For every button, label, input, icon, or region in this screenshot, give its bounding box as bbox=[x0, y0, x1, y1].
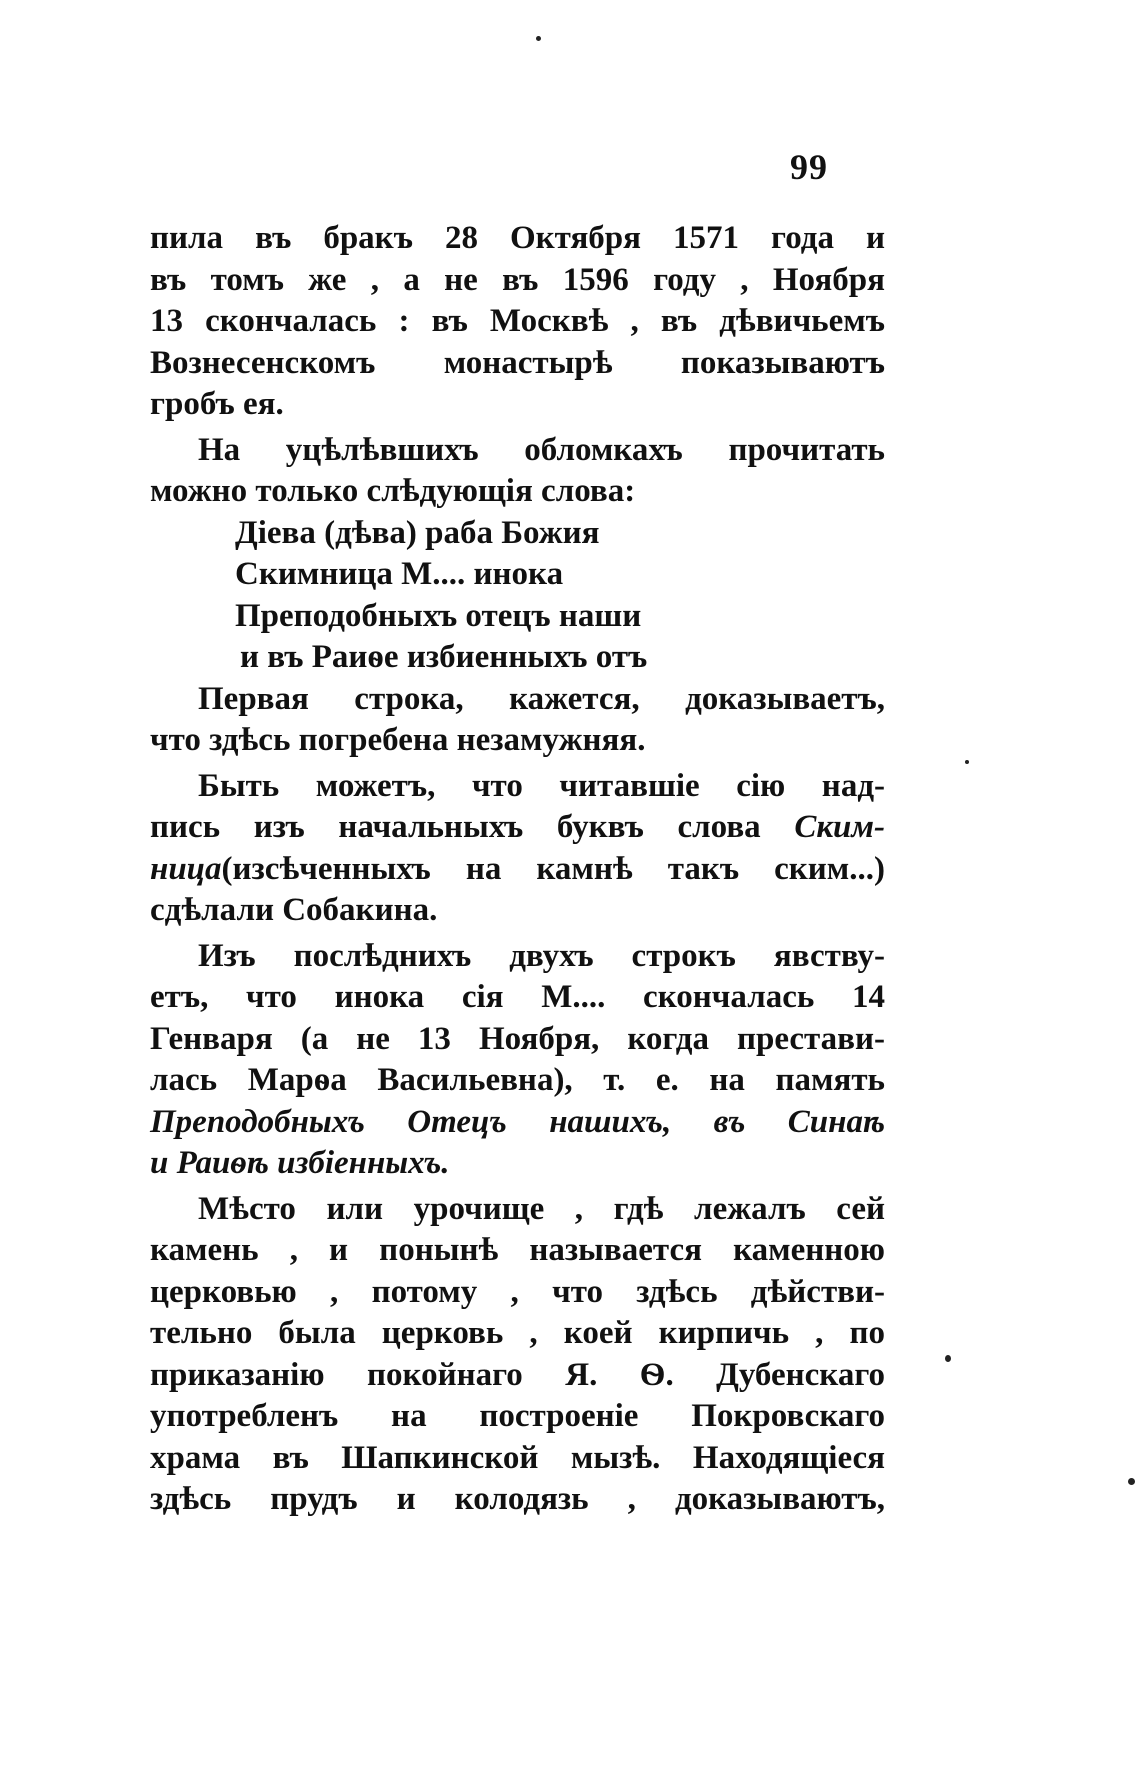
text-line: камень , и понынѣ называется каменною bbox=[150, 1232, 885, 1268]
text-line: Мѣсто или урочище , гдѣ лежалъ сей bbox=[198, 1190, 885, 1227]
text-line: етъ, что инока сія М.... скончалась 14 bbox=[150, 979, 885, 1015]
italic-line: Преподобныхъ Отецъ нашихъ, въ Синаѣ bbox=[150, 1103, 885, 1140]
text-line: храма въ Шапкинской мызѣ. Находящіеся bbox=[150, 1439, 885, 1476]
text-line: 13 скончалась : въ Москвѣ , въ дѣвичьемъ bbox=[150, 303, 885, 339]
text-line: здѣсь прудъ и колодязь , доказываютъ, bbox=[150, 1481, 885, 1517]
text-line: Быть можетъ, что читавшіе сію над- bbox=[198, 767, 885, 804]
text-line: въ томъ же , а не въ 1596 году , Ноября bbox=[150, 261, 885, 298]
text-line: Вознесенскомъ монастырѣ показываютъ bbox=[150, 344, 885, 381]
text-line: Первая строка, кажется, доказываетъ, bbox=[198, 680, 885, 717]
text-line: приказанію покойнаго Я. Ѳ. Дубенскаго bbox=[150, 1356, 885, 1393]
text-line: пила въ бракъ 28 Октября 1571 года и bbox=[150, 220, 885, 256]
scan-speck bbox=[965, 760, 969, 764]
text-line bbox=[150, 849, 885, 891]
text-line: тельно была церковь , коей кирпичь , по bbox=[150, 1315, 885, 1351]
inscription-line: и въ Раиѳе избиенныхъ отъ bbox=[240, 639, 648, 675]
italic-word: Ским- bbox=[794, 809, 885, 845]
text-line: церковью , потому , что здѣсь дѣйстви- bbox=[150, 1273, 885, 1310]
text-span: пись изъ начальныхъ буквъ слова bbox=[150, 809, 761, 845]
text-line: Изъ послѣднихъ двухъ строкъ явству- bbox=[198, 937, 885, 974]
scan-speck bbox=[945, 1355, 951, 1362]
text-line: На уцѣлѣвшихъ обломкахъ прочитать bbox=[198, 431, 885, 468]
body-text bbox=[150, 218, 885, 1521]
text-line: что здѣсь погребена незамужняя. bbox=[150, 722, 646, 758]
scan-speck bbox=[1128, 1478, 1135, 1485]
text-line: употребленъ на построеніе Покровскаго bbox=[150, 1398, 885, 1434]
page-number: 99 bbox=[790, 147, 828, 187]
text-line: гробъ ея. bbox=[150, 386, 284, 422]
text-line: лась Марѳа Васильевна), т. е. на память bbox=[150, 1062, 885, 1098]
inscription-line: Преподобныхъ отецъ наши bbox=[235, 597, 642, 634]
text-line: Генваря (а не 13 Ноября, когда престави- bbox=[150, 1020, 885, 1057]
inscription-line: Діева (дѣва) раба Божия bbox=[235, 514, 600, 551]
italic-word: ница bbox=[150, 850, 222, 887]
text-span: (изсѣченныхъ на камнѣ такъ ским...) bbox=[221, 850, 885, 887]
text-line bbox=[150, 807, 885, 849]
scan-speck bbox=[536, 36, 541, 41]
inscription-line: Скимница М.... инока bbox=[235, 556, 564, 592]
italic-line: и Раиѳѣ избіенныхъ. bbox=[150, 1145, 450, 1181]
text-line: сдѣлали Собакина. bbox=[150, 892, 438, 928]
text-line: можно только слѣдующія слова: bbox=[150, 473, 636, 509]
